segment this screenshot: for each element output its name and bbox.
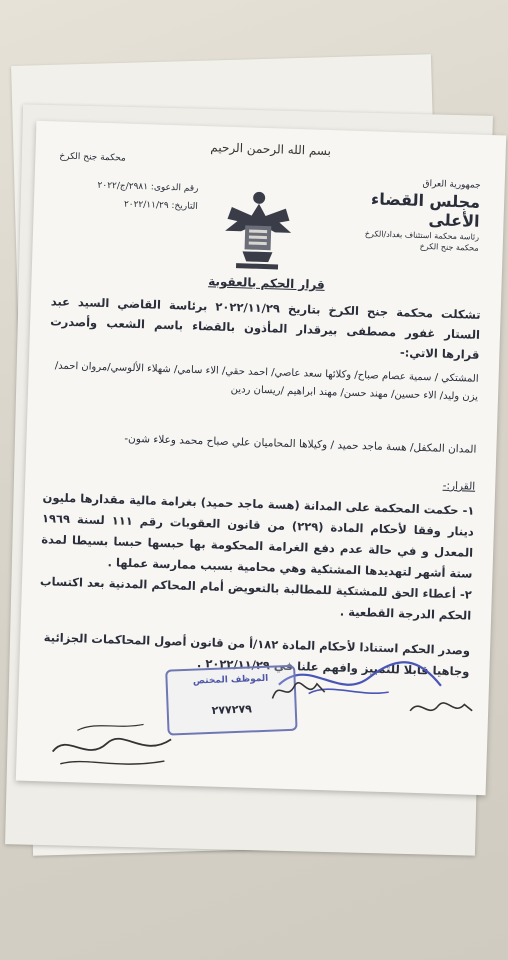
intro-paragraph: تشكلت محكمة جنح الكرخ بتاريخ ٢٠٢٢/١١/٢٩ برئاسة القاضي السيد عبد الستار غفور مصطفى بيرقدار المأذون بالقضاء باسم الشعب وأصدرت قرارها الاتي:- — [49, 294, 481, 362]
decision-item: ٢- أعطاء الحق للمشتكية للمطالبة بالتعويض أمام المحاكم المدنية بعد اكتساب الحكم الدرجة القطعية . — [39, 574, 473, 623]
accused-paragraph: المدان المكفل/ هسة ماجد حميد / وكيلاها المحاميان علي صباح محمد وعلاء شون- — [124, 432, 477, 456]
complainant-paragraph: المشتكي / سمية عصام صباح/ وكلائها سعد عاصي/ احمد حقي/ الاء سامي/ شهلاء الألوسي/مروان احمد/ يزن وليد/ الاء حسين/ مهند حسن/ مهند ابراهيم /ريسان ردين — [54, 360, 479, 403]
stamp-number: ٢٧٧٢٧٩ — [211, 702, 253, 717]
stamp-title: الموظف المختص — [192, 673, 269, 687]
issuer-block — [319, 176, 481, 253]
decision-item: ١- حكمت المحكمة على المدانة (هسة ماجد حميد) بغرامة مالية مقدارها مليون دينار وفقا لأحكام المادة (٢٢٩) من قانون العقوبات رقم ١١١ لسنة ١٩٦٩ المعدل و في حالة عدم دفع الغرامة المحكومة بها حبسها حبسا بسيطا لمدة ستة أشهر لتهديدها المشتكية وهي محامية بسبب ممارسة عملها . — [41, 490, 475, 581]
council-label: مجلس القضاء الأعلى — [370, 189, 481, 231]
basmala: بسم الله الرحمن الرحيم — [210, 140, 332, 159]
decisions-list — [39, 487, 475, 627]
case-number: رقم الدعوى: ٢٩٨١/ج/٢٠٢٢ — [97, 180, 199, 194]
signoff-paragraph: وصدر الحكم استنادا لأحكام المادة ١٨٢/أ من قانون أصول المحاكمات الجزائية وجاهيا قابلا للتمييز وافهم علنا في ٢٠٢٢/١١/٢٩ . — [43, 630, 471, 679]
case-date: التاريخ: ٢٠٢٢/١١/٢٩ — [123, 199, 199, 212]
court-name-top: محكمة جنح الكرخ — [59, 151, 126, 164]
iraq-eagle-emblem-icon — [222, 185, 295, 273]
court-label: محكمة جنح الكرخ — [419, 241, 479, 253]
judge-signature — [46, 711, 178, 775]
decisions-label: القرار:- — [442, 479, 476, 493]
handwritten-date-signature — [268, 668, 329, 710]
document-title: قرار الحكم بالعقوبة — [208, 274, 325, 292]
court-document — [16, 121, 506, 795]
right-signature — [408, 693, 475, 723]
presidency-label: رئاسة محكمة استئناف بغداد/الكرخ — [364, 229, 480, 242]
case-info — [58, 152, 200, 220]
country-label: جمهورية العراق — [422, 178, 481, 191]
